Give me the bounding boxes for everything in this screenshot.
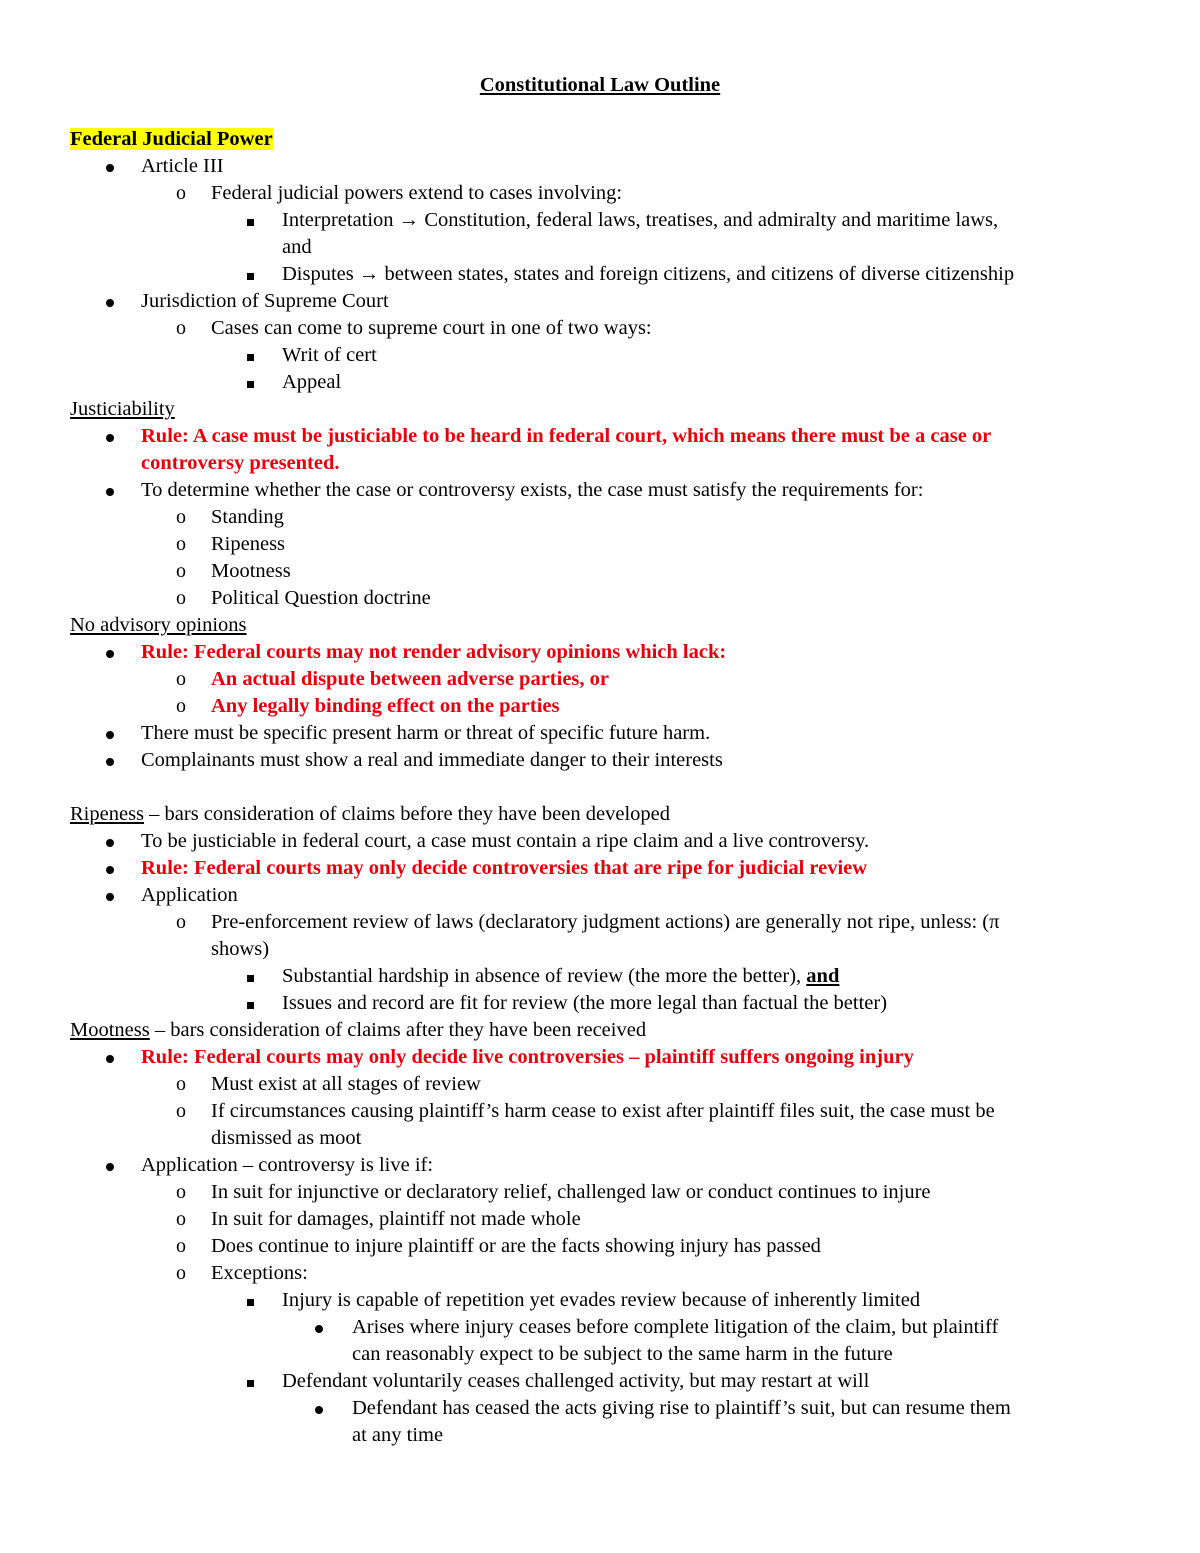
list-item: Interpretation → Constitution, federal laws, treatises, and admiralty and maritime laws, (70, 207, 1130, 234)
list-item: Defendant voluntarily ceases challenged activity, but may restart at will (70, 1368, 1130, 1395)
bullet-icon (106, 639, 114, 666)
rule-item: Rule: Federal courts may only decide live controversies – plaintiff suffers ongoing injury (70, 1044, 1130, 1071)
section-heading: Ripeness (70, 803, 145, 825)
circle-bullet-icon: o (176, 560, 186, 582)
bullet-icon (315, 1314, 323, 1341)
section-federal-judicial-power (70, 126, 1130, 153)
square-bullet-icon (247, 1287, 254, 1314)
circle-bullet-icon: o (176, 695, 186, 717)
list-item-continuation: can reasonably expect to be subject to the same harm in the future (352, 1343, 893, 1365)
list-item: o In suit for damages, plaintiff not made whole (70, 1206, 1130, 1233)
list-item: o Pre-enforcement review of laws (declaratory judgment actions) are generally not ripe, unless: (π (70, 909, 1130, 936)
bullet-icon (106, 477, 114, 504)
list-item: o If circumstances causing plaintiff’s harm cease to exist after plaintiff files suit, the case must be (70, 1098, 1130, 1125)
rule-sub-item: o An actual dispute between adverse parties, or (70, 666, 1130, 693)
square-bullet-icon (247, 342, 254, 369)
circle-bullet-icon: o (176, 1262, 186, 1284)
list-item: Article III (70, 153, 1130, 180)
section-heading: Mootness (70, 1019, 150, 1041)
circle-bullet-icon: o (176, 317, 186, 339)
section-heading: No advisory opinions (70, 614, 247, 636)
section-no-advisory-opinions (70, 612, 1130, 639)
list-item: Injury is capable of repetition yet evades review because of inherently limited (70, 1287, 1130, 1314)
list-item: o Does continue to injure plaintiff or are the facts showing injury has passed (70, 1233, 1130, 1260)
list-item: Jurisdiction of Supreme Court (70, 288, 1130, 315)
list-item: o Mootness (70, 558, 1130, 585)
list-item-continuation: and (282, 236, 312, 258)
circle-bullet-icon: o (176, 911, 186, 933)
rule-item-continuation: controversy presented. (141, 452, 340, 474)
list-item: o Federal judicial powers extend to cases involving: (70, 180, 1130, 207)
bullet-icon (106, 747, 114, 774)
list-item: To be justiciable in federal court, a case must contain a ripe claim and a live controversy. (70, 828, 1130, 855)
list-item: o Political Question doctrine (70, 585, 1130, 612)
list-item: To determine whether the case or controversy exists, the case must satisfy the requirements for: (70, 477, 1130, 504)
rule-item: Rule: A case must be justiciable to be heard in federal court, which means there must be a case or (70, 423, 1130, 450)
bullet-icon (106, 1152, 114, 1179)
list-item: o Ripeness (70, 531, 1130, 558)
circle-bullet-icon: o (176, 506, 186, 528)
list-item: Writ of cert (70, 342, 1130, 369)
arrow-icon: → (358, 263, 380, 285)
arrow-icon: → (398, 209, 420, 231)
list-item: Application (70, 882, 1130, 909)
list-item: Complainants must show a real and immediate danger to their interests (70, 747, 1130, 774)
bullet-icon (106, 828, 114, 855)
square-bullet-icon (247, 261, 254, 288)
list-item: Application – controversy is live if: (70, 1152, 1130, 1179)
list-item: o Cases can come to supreme court in one of two ways: (70, 315, 1130, 342)
section-ripeness: Ripeness – bars consideration of claims before they have been developed (70, 803, 670, 825)
list-item: There must be specific present harm or threat of specific future harm. (70, 720, 1130, 747)
bullet-icon (106, 153, 114, 180)
circle-bullet-icon: o (176, 1181, 186, 1203)
square-bullet-icon (247, 963, 254, 990)
list-item: o Must exist at all stages of review (70, 1071, 1130, 1098)
circle-bullet-icon: o (176, 1100, 186, 1122)
list-item: o Exceptions: (70, 1260, 1130, 1287)
bullet-icon (106, 882, 114, 909)
list-item: o Standing (70, 504, 1130, 531)
list-item: Disputes → between states, states and foreign citizens, and citizens of diverse citizenship (70, 261, 1130, 288)
rule-sub-item: o Any legally binding effect on the parties (70, 693, 1130, 720)
list-item: Defendant has ceased the acts giving rise to plaintiff’s suit, but can resume them (70, 1395, 1130, 1422)
section-justiciability (70, 396, 1130, 423)
bullet-icon (106, 855, 114, 882)
section-mootness: Mootness – bars consideration of claims after they have been received (70, 1019, 647, 1041)
bullet-icon (106, 423, 114, 450)
rule-item: Rule: Federal courts may only decide controversies that are ripe for judicial review (70, 855, 1130, 882)
bullet-icon (315, 1395, 323, 1422)
circle-bullet-icon: o (176, 587, 186, 609)
circle-bullet-icon: o (176, 533, 186, 555)
outline-body (70, 126, 1130, 1449)
square-bullet-icon (247, 990, 254, 1017)
rule-item: Rule: Federal courts may not render advisory opinions which lack: (70, 639, 1130, 666)
list-item-continuation: dismissed as moot (211, 1127, 362, 1149)
circle-bullet-icon: o (176, 1073, 186, 1095)
list-item-continuation: at any time (352, 1424, 444, 1446)
list-item-continuation: shows) (211, 938, 270, 960)
square-bullet-icon (247, 369, 254, 396)
list-item: o In suit for injunctive or declaratory relief, challenged law or conduct continues to injure (70, 1179, 1130, 1206)
bullet-icon (106, 288, 114, 315)
list-item: Arises where injury ceases before complete litigation of the claim, but plaintiff (70, 1314, 1130, 1341)
section-heading: Federal Judicial Power (70, 128, 273, 150)
square-bullet-icon (247, 1368, 254, 1395)
document-title: Constitutional Law Outline (479, 74, 721, 96)
section-heading: Justiciability (70, 398, 175, 420)
list-item: Issues and record are fit for review (the more legal than factual the better) (70, 990, 1130, 1017)
bullet-icon (106, 720, 114, 747)
blank-line (70, 774, 1130, 801)
list-item: Appeal (70, 369, 1130, 396)
square-bullet-icon (247, 207, 254, 234)
circle-bullet-icon: o (176, 1235, 186, 1257)
circle-bullet-icon: o (176, 1208, 186, 1230)
bullet-icon (106, 1044, 114, 1071)
circle-bullet-icon: o (176, 668, 186, 690)
circle-bullet-icon: o (176, 182, 186, 204)
list-item: Substantial hardship in absence of review (the more the better), and (70, 963, 1130, 990)
